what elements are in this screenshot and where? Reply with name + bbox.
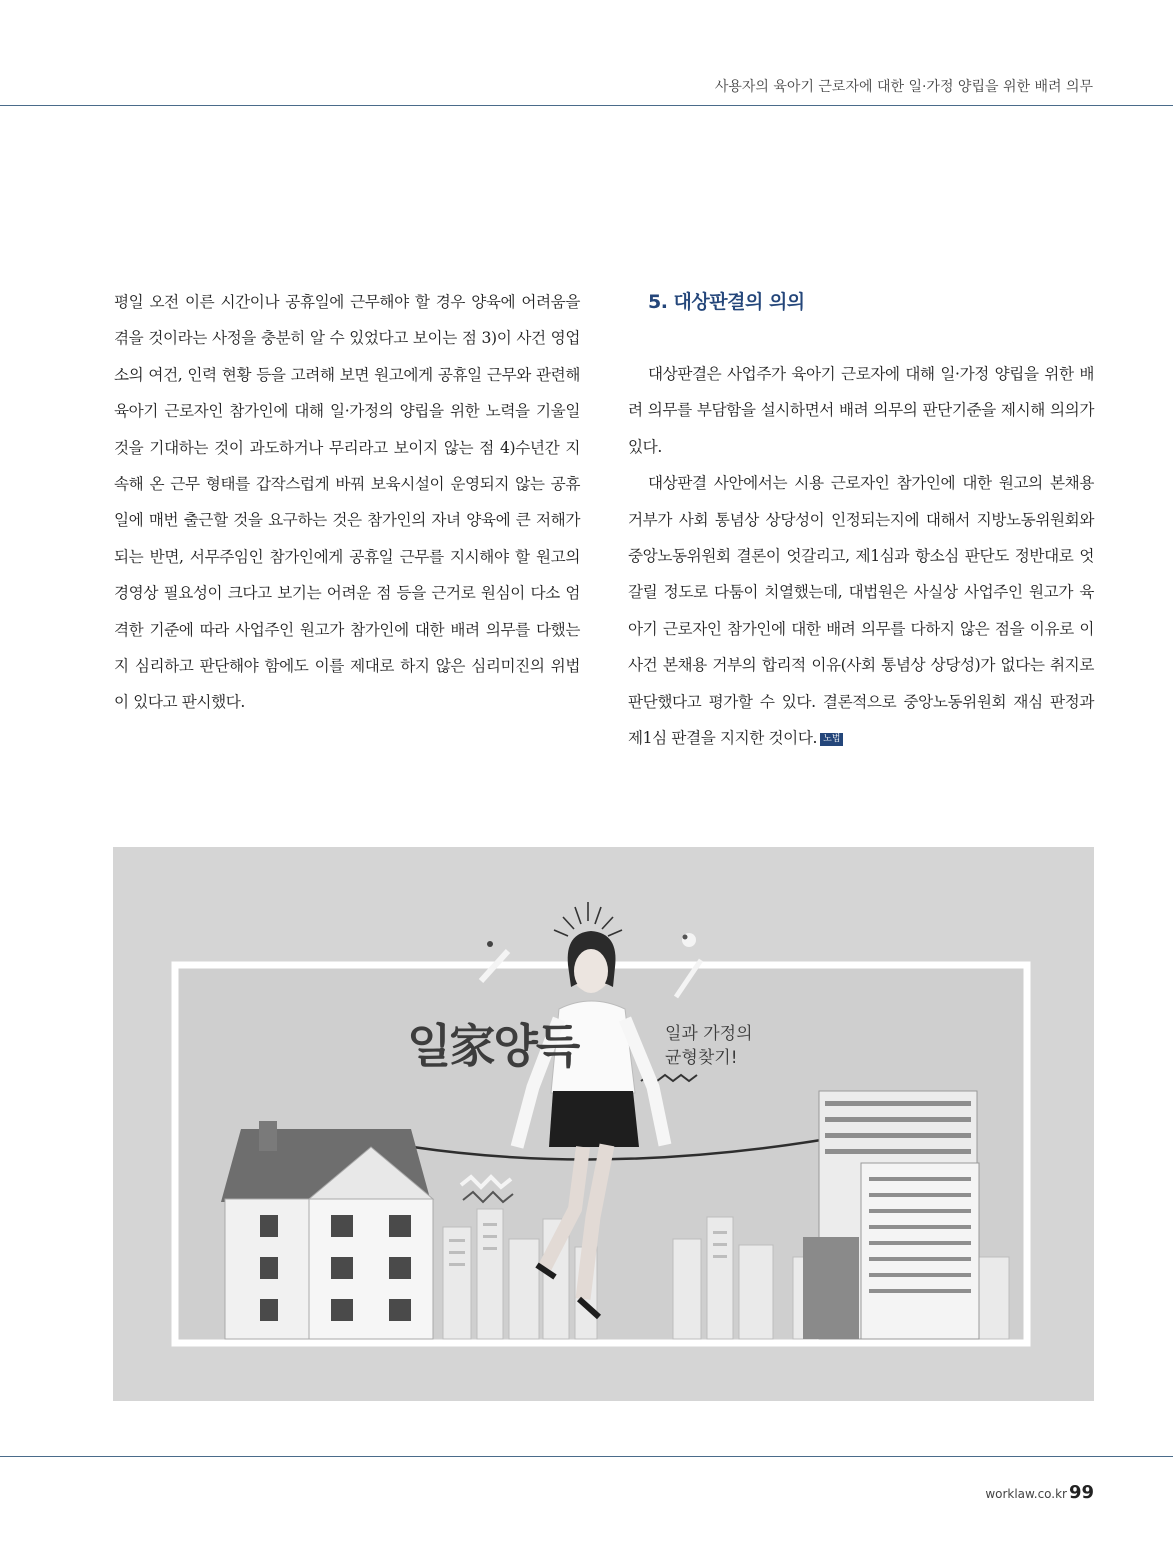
illustration-title: 일家양득 xyxy=(407,1019,579,1073)
body-paragraph: 평일 오전 이른 시간이나 공휴일에 근무해야 할 경우 양육에 어려움을 겪을 것이라는 사정을 충분히 알 수 있었다고 보이는 점 3)이 사건 영업소의 여건, 인력 현황 등을 고려해 보면 원고에게 공휴일 근무와 관련해 육아기 근로자인 참가인에 대해 일·가정의 양립을 위한 노력을 기울일 것을 기대하는 것이 과도하거나 무리라고 보이지 않는 점 4)수년간 지속해 온 근무 형태를 갑작스럽게 바꿔 보육시설이 운영되지 않는 공휴일에 매번 출근할 것을 요구하는 것은 참가인의 자녀 양육에 큰 저해가 되는 반면, 서무주임인 참가인에게 공휴일 근무를 지시해야 할 원고의 경영상 필요성이 크다고 보기는 어려운 점 등을 근거로 원심이 다소 엄격한 기준에 따라 사업주인 원고가 참가인에 대한 배려 의무를 다했는지 심리하고 판단해야 함에도 이를 제대로 하지 않은 심리미진의 위법이 있다고 판시했다. xyxy=(114,293,580,712)
end-mark-badge: 노법 xyxy=(820,733,843,746)
footer-site: worklaw.co.kr xyxy=(985,1487,1067,1501)
body-paragraph: 대상판결은 사업주가 육아기 근로자에 대해 일·가정 양립을 위한 배려 의무를 부담함을 설시하면서 배려 의무의 판단기준을 제시해 의의가 있다. xyxy=(628,365,1094,456)
header-rule xyxy=(0,105,1173,106)
footer-rule xyxy=(0,1456,1173,1457)
illustration xyxy=(113,847,1094,1401)
illustration-subtitle: 균형찾기! xyxy=(665,1048,738,1068)
running-title: 사용자의 육아기 근로자에 대한 일·가정 양립을 위한 배려 의무 xyxy=(714,79,1093,95)
illustration-artwork xyxy=(113,847,1094,1401)
body-paragraph-text: 대상판결 사안에서는 시용 근로자인 참가인에 대한 원고의 본채용 거부가 사회 통념상 상당성이 인정되는지에 대해서 지방노동위원회와 중앙노동위원회 결론이 엇갈리고, 제1심과 항소심 판단도 정반대로 엇갈릴 정도로 다툼이 치열했는데, 대법원은 사실상 사업주인 원고가 육아기 근로자인 참가인에 대한 배려 의무를 다하지 않은 점을 이유로 이 사건 본채용 거부의 합리적 이유(사회 통념상 상당성)가 없다는 취지로 판단했다고 평가할 수 있다. 결론적으로 중앙노동위원회 재심 판정과 제1심 판결을 지지한 것이다. xyxy=(628,474,1094,748)
left-column xyxy=(114,284,580,721)
page-number: 99 xyxy=(1068,1482,1094,1503)
body-paragraph-last xyxy=(628,465,1094,756)
section-title: 5. 대상판결의 의의 xyxy=(648,291,805,313)
right-column xyxy=(628,284,1094,756)
illustration-subtitle: 일과 가정의 xyxy=(665,1024,753,1044)
